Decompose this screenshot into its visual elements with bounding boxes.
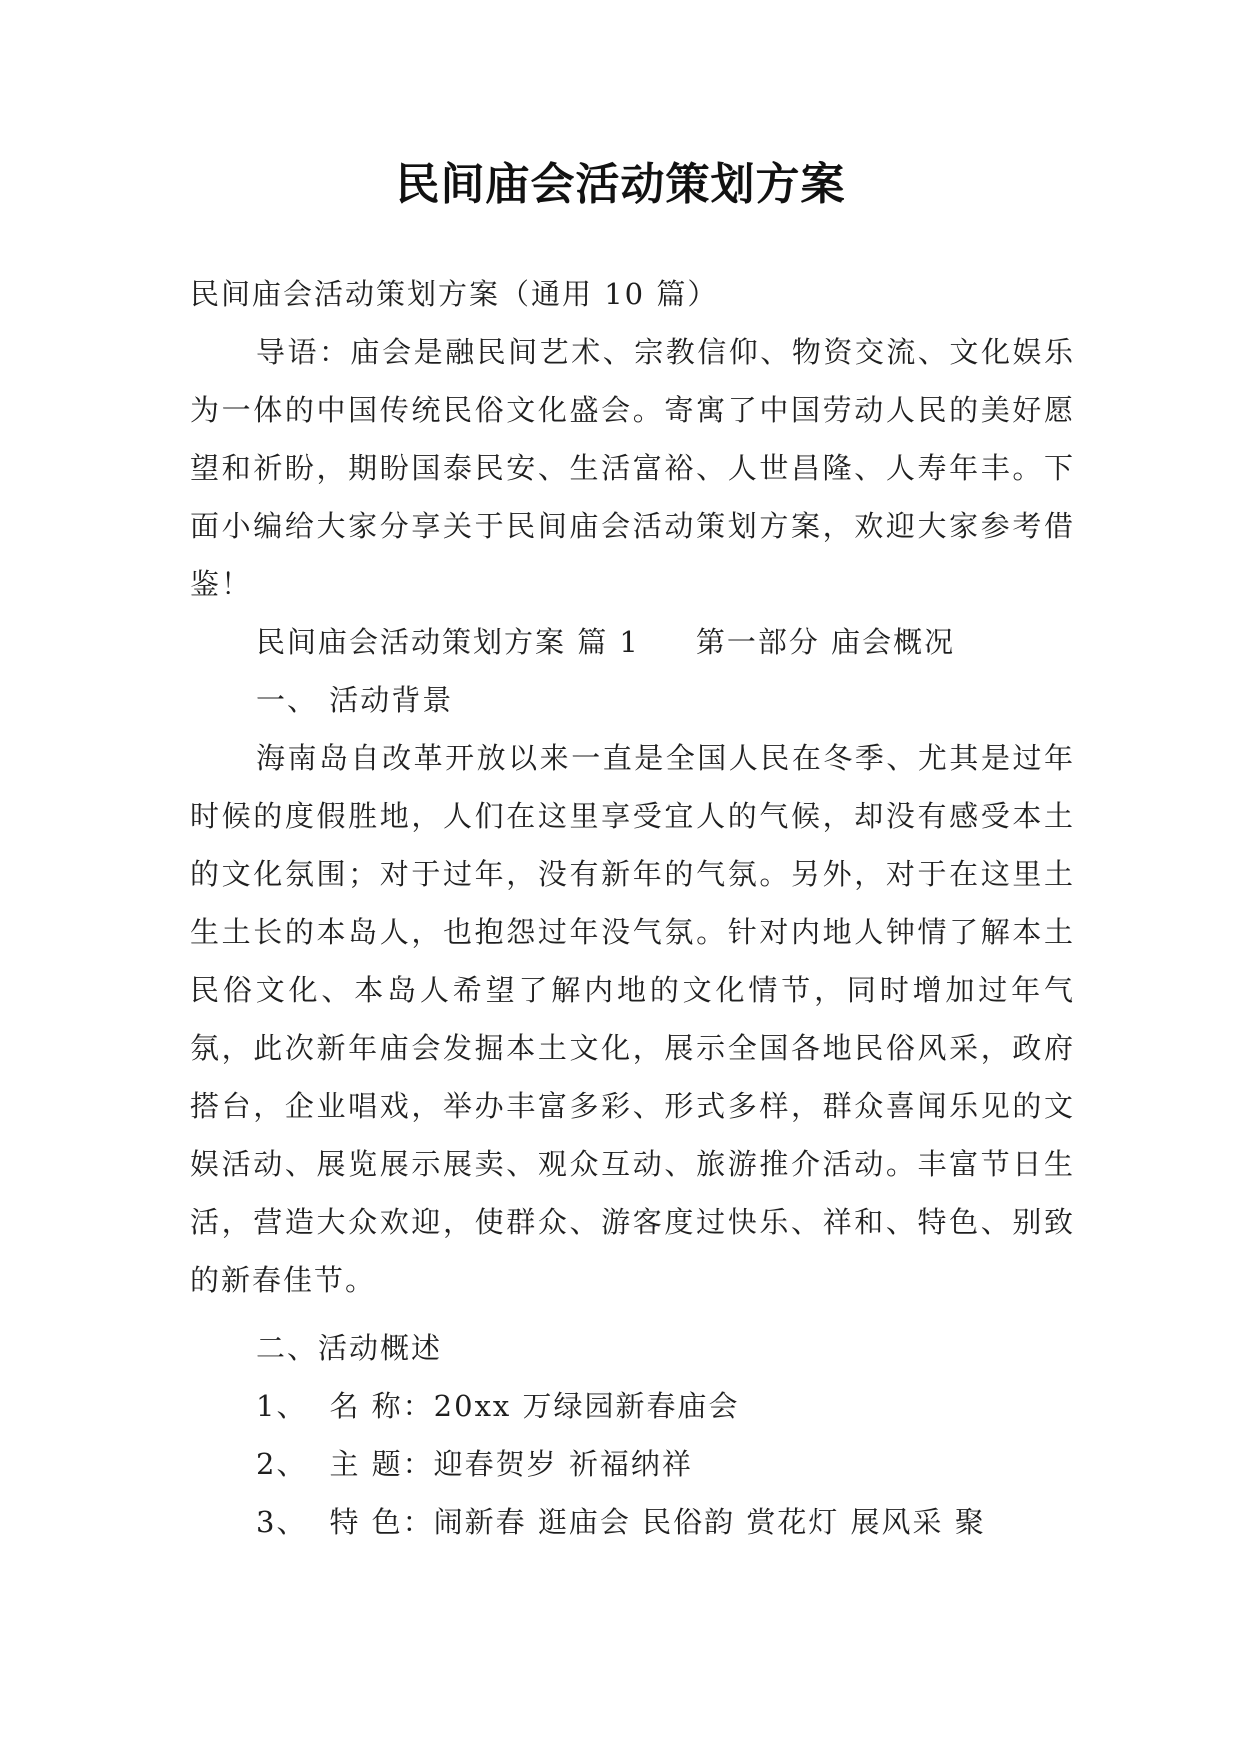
list-item-label: 主 题： bbox=[329, 1447, 434, 1481]
list-item bbox=[190, 1493, 1075, 1551]
list-item-label: 特 色： bbox=[329, 1505, 434, 1539]
list-item-value: 20xx 万绿园新春庙会 bbox=[433, 1389, 740, 1423]
document-subtitle: 民间庙会活动策划方案（通用 10 篇） bbox=[190, 277, 719, 311]
list-item-number: 3、 bbox=[256, 1505, 308, 1539]
section-heading bbox=[190, 613, 1075, 671]
item2-heading: 二、活动概述 bbox=[256, 1331, 443, 1365]
section-heading-part: 第一部分 庙会概况 bbox=[695, 625, 956, 659]
list-item-number: 1、 bbox=[256, 1389, 308, 1423]
document-title: 民间庙会活动策划方案 bbox=[395, 159, 846, 210]
section-heading-part: 民间庙会活动策划方案 篇 1 bbox=[256, 625, 640, 659]
list-item-value: 闹新春 逛庙会 民俗韵 赏花灯 展风采 聚 bbox=[433, 1505, 986, 1539]
list-item-number: 2、 bbox=[256, 1447, 308, 1481]
item1-heading: 一、 活动背景 bbox=[256, 683, 454, 717]
intro-paragraph: 导语：庙会是融民间艺术、宗教信仰、物资交流、文化娱乐为一体的中国传统民俗文化盛会。寄寓了中国劳动人民的美好愿望和祈盼，期盼国泰民安、生活富裕、人世昌隆、人寿年丰。下面小编给大家分享关于民间庙会活动策划方案，欢迎大家参考借鉴！ bbox=[190, 335, 1075, 601]
list-item-value: 迎春贺岁 祈福纳祥 bbox=[433, 1447, 693, 1481]
list-item bbox=[190, 1435, 1075, 1493]
background-paragraph: 海南岛自改革开放以来一直是全国人民在冬季、尤其是过年时候的度假胜地，人们在这里享受宜人的气候，却没有感受本土的文化氛围；对于过年，没有新年的气氛。另外，对于在这里土生土长的本岛人，也抱怨过年没气氛。针对内地人钟情了解本土民俗文化、本岛人希望了解内地的文化情节，同时增加过年气氛，此次新年庙会发掘本土文化，展示全国各地民俗风采，政府搭台，企业唱戏，举办丰富多彩、形式多样，群众喜闻乐见的文娱活动、展览展示展卖、观众互动、旅游推介活动。丰富节日生活，营造大众欢迎，使群众、游客度过快乐、祥和、特色、别致的新春佳节。 bbox=[190, 741, 1075, 1297]
list-item-label: 名 称： bbox=[329, 1389, 434, 1423]
list-item bbox=[190, 1377, 1075, 1435]
document-body bbox=[190, 265, 1075, 1551]
